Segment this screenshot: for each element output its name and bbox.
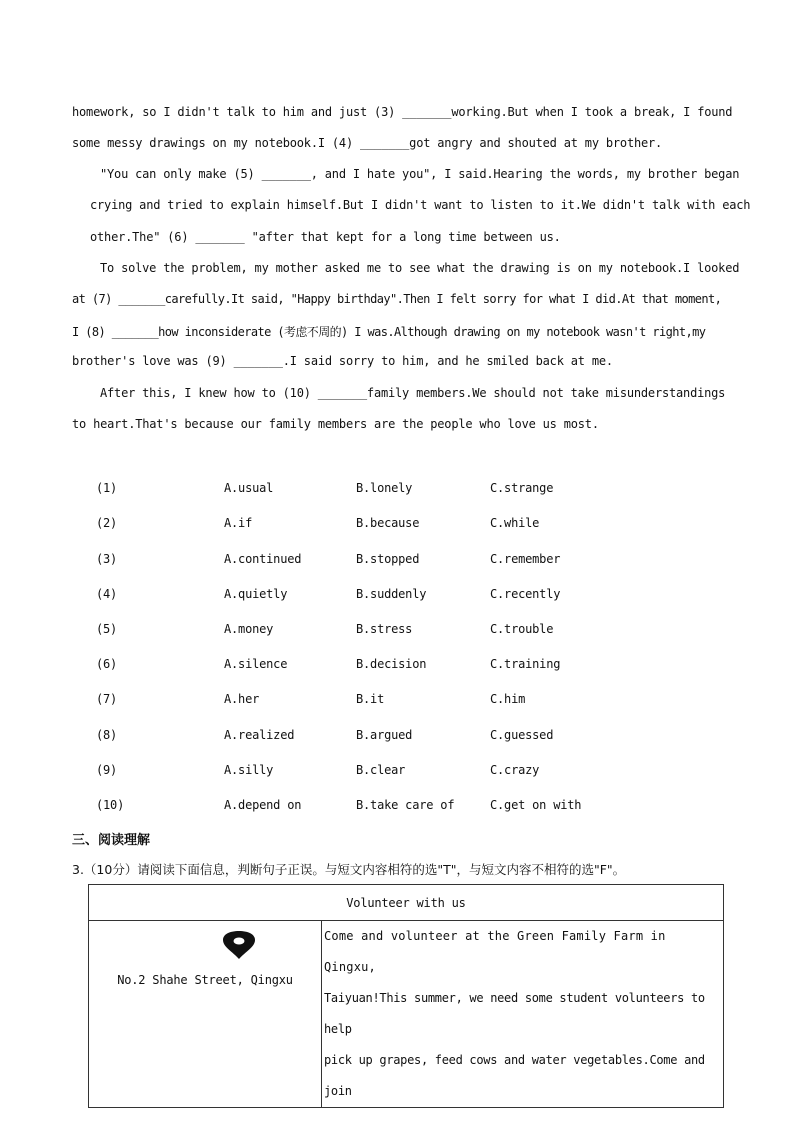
- option-a[interactable]: A.silence: [224, 657, 288, 671]
- option-c[interactable]: C.while: [490, 516, 540, 530]
- passage-line: "You can only make (5) _______, and I hate you", I said.Hearing the words, my brother began: [100, 167, 740, 181]
- option-a[interactable]: A.realized: [224, 728, 295, 742]
- question-instruction: 3.（10分）请阅读下面信息，判断句子正误。与短文内容相符的选"T"，与短文内容不相符的选"F"。: [72, 862, 626, 877]
- option-b[interactable]: B.stopped: [356, 552, 420, 566]
- passage-line: brother's love was (9) _______.I said sorry to him, and he smiled back at me.: [72, 354, 613, 368]
- option-a[interactable]: A.silly: [224, 763, 274, 777]
- option-b[interactable]: B.decision: [356, 657, 427, 671]
- question-number: (2): [96, 516, 118, 530]
- passage-line: at (7) _______carefully.It said, "Happy birthday".Then I felt sorry for what I did.At that moment,: [72, 292, 722, 306]
- option-c[interactable]: C.recently: [490, 587, 561, 601]
- option-a[interactable]: A.quietly: [224, 587, 288, 601]
- option-c[interactable]: C.remember: [490, 552, 561, 566]
- question-number: (6): [96, 657, 118, 671]
- question-number: (4): [96, 587, 118, 601]
- question-number: (1): [96, 481, 118, 495]
- option-c[interactable]: C.crazy: [490, 763, 540, 777]
- option-c[interactable]: C.strange: [490, 481, 554, 495]
- question-number: (10): [96, 798, 125, 812]
- passage-line: to heart.That's because our family members are the people who love us most.: [72, 417, 599, 431]
- passage-line: After this, I knew how to (10) _______family members.We should not take misunderstandings: [100, 386, 726, 400]
- option-a[interactable]: A.depend on: [224, 798, 302, 812]
- option-b[interactable]: B.suddenly: [356, 587, 427, 601]
- option-b[interactable]: B.take care of: [356, 798, 455, 812]
- option-b[interactable]: B.because: [356, 516, 420, 530]
- description-cell: [322, 921, 724, 1108]
- passage-line: homework, so I didn't talk to him and just (3) _______working.But when I took a break, I found: [72, 105, 733, 119]
- address-cell: [89, 921, 322, 1108]
- option-a[interactable]: A.continued: [224, 552, 302, 566]
- table-title: Volunteer with us: [89, 885, 724, 921]
- volunteer-table: [88, 884, 724, 1108]
- option-c[interactable]: C.guessed: [490, 728, 554, 742]
- option-c[interactable]: C.him: [490, 692, 526, 706]
- option-c[interactable]: C.get on with: [490, 798, 582, 812]
- option-b[interactable]: B.it: [356, 692, 385, 706]
- passage-line: To solve the problem, my mother asked me to see what the drawing is on my notebook.I looked: [100, 261, 740, 275]
- passage-line: crying and tried to explain himself.But I didn't want to listen to it.We didn't talk with each: [90, 198, 751, 212]
- description-line: Come and volunteer at the Green Family Farm in Qingxu,: [324, 929, 666, 974]
- option-a[interactable]: A.her: [224, 692, 260, 706]
- option-c[interactable]: C.trouble: [490, 622, 554, 636]
- option-a[interactable]: A.if: [224, 516, 253, 530]
- option-b[interactable]: B.lonely: [356, 481, 413, 495]
- question-number: (7): [96, 692, 118, 706]
- question-number: (5): [96, 622, 118, 636]
- option-b[interactable]: B.stress: [356, 622, 413, 636]
- option-b[interactable]: B.clear: [356, 763, 406, 777]
- passage-line: I (8) _______how inconsiderate (考虑不周的) I was.Although drawing on my notebook wasn't right,my: [72, 325, 706, 339]
- option-b[interactable]: B.argued: [356, 728, 413, 742]
- passage-line: other.The" (6) _______ "after that kept for a long time between us.: [90, 230, 561, 244]
- description-line: Taiyuan!This summer, we need some student volunteers to help: [324, 991, 705, 1036]
- option-a[interactable]: A.money: [224, 622, 274, 636]
- option-c[interactable]: C.training: [490, 657, 561, 671]
- question-number: (8): [96, 728, 118, 742]
- question-number: (9): [96, 763, 118, 777]
- location-pin-icon: [222, 930, 256, 964]
- address-text: No.2 Shahe Street, Qingxu: [117, 973, 293, 987]
- section-heading: 三、阅读理解: [72, 833, 151, 848]
- description-line: pick up grapes, feed cows and water vegetables.Come and join: [324, 1053, 705, 1098]
- question-number: (3): [96, 552, 118, 566]
- passage-line: some messy drawings on my notebook.I (4) _______got angry and shouted at my brother.: [72, 136, 663, 150]
- option-a[interactable]: A.usual: [224, 481, 274, 495]
